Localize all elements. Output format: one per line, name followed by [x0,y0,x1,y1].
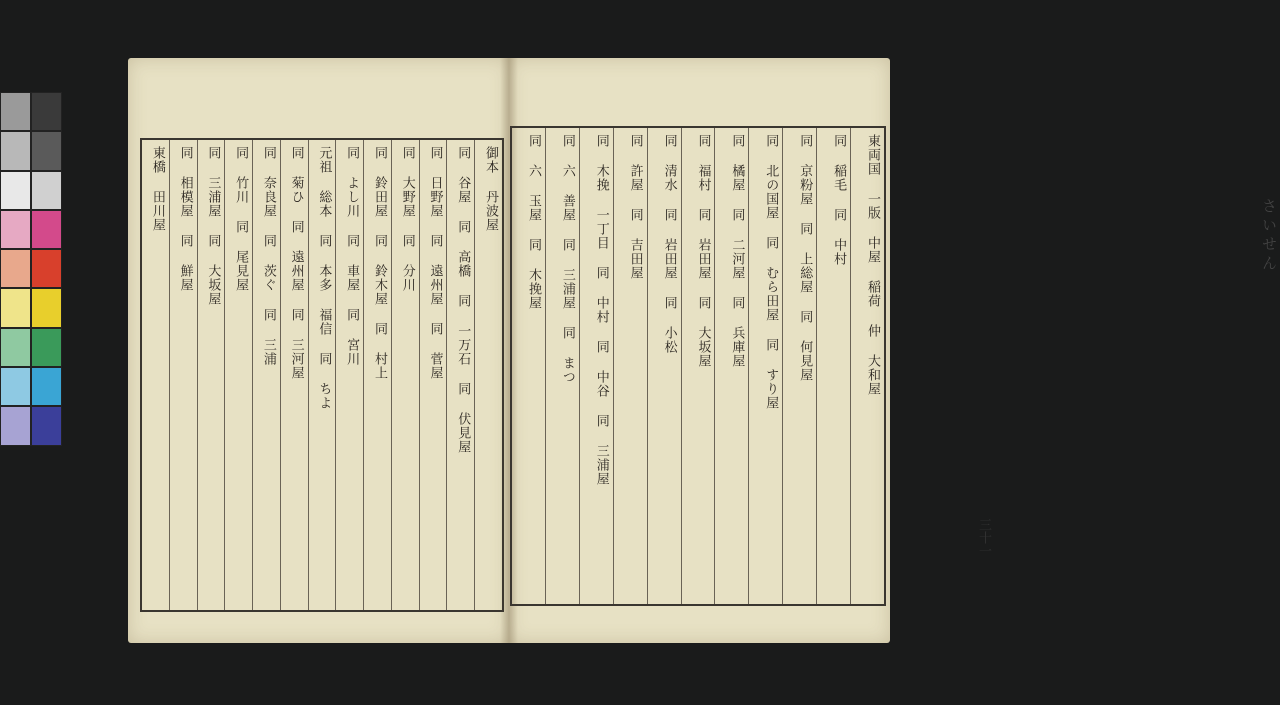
text-column: 同 福村 同 岩田屋 同 大坂屋 [681,128,715,604]
text-column: 同 北の国屋 同 むら田屋 同 すり屋 [748,128,782,604]
text-column: 同 奈良屋 同 茨ぐ 同 三浦 [252,140,280,610]
magenta-patch [31,210,62,249]
text-column: 同 六 善屋 同 三浦屋 同 まつ [545,128,579,604]
gray-patch [0,131,31,170]
white-patch [31,171,62,210]
page-header-tab: さいせん [1260,198,1278,274]
text-column: 同 清水 同 岩田屋 同 小松 [647,128,681,604]
open-book [128,58,1278,643]
green-light-patch [0,328,31,367]
text-column: 同 鈴田屋 同 鈴木屋 同 村上 [363,140,391,610]
text-column: 東両国 一版 中屋 稲荷 仲 大和屋 [850,128,884,604]
text-column: 御本 丹波屋 [474,140,502,610]
text-column: 同 よし川 同 車屋 同 宮川 [335,140,363,610]
left-text-panel [140,138,504,612]
text-column: 同 菊ひ 同 遠州屋 同 三河屋 [280,140,308,610]
cyan-light-patch [0,367,31,406]
red-patch [31,249,62,288]
color-calibration-card [0,92,62,446]
yellow-light-patch [0,288,31,327]
white-patch [0,171,31,210]
text-column: 同 稲毛 同 中村 [816,128,850,604]
green-patch [31,328,62,367]
left-page [128,58,509,643]
text-column: 同 木挽 一丁目 同 中村 同 中谷 同 三浦屋 [579,128,613,604]
gray-patch [31,92,62,131]
right-text-panel [510,126,886,606]
page-number: 三十一 [976,518,991,557]
pink-patch [0,210,31,249]
gray-patch [31,131,62,170]
salmon-patch [0,249,31,288]
text-column: 同 大野屋 同 分川 [391,140,419,610]
text-column: 元祖 総本 同 本多 福信 同 ちよ [308,140,336,610]
text-column: 同 三浦屋 同 大坂屋 [197,140,225,610]
lavender-patch [0,406,31,445]
gray-patch [0,92,31,131]
text-column: 同 六 玉屋 同 木挽屋 [525,134,541,310]
text-column: 同 竹川 同 尾見屋 [224,140,252,610]
text-column: 同 橘屋 同 二河屋 同 兵庫屋 [714,128,748,604]
yellow-patch [31,288,62,327]
blue-violet-patch [31,406,62,445]
text-column: 東橋 田川屋 [149,146,165,232]
text-column: 同 相模屋 同 鮮屋 [169,140,197,610]
text-column: 同 許屋 同 吉田屋 [613,128,647,604]
cyan-patch [31,367,62,406]
text-column: 同 日野屋 同 遠州屋 同 菅屋 [419,140,447,610]
text-column: 同 谷屋 同 高橋 同 一万石 同 伏見屋 [446,140,474,610]
text-column: 同 京粉屋 同 上総屋 同 何見屋 [782,128,816,604]
